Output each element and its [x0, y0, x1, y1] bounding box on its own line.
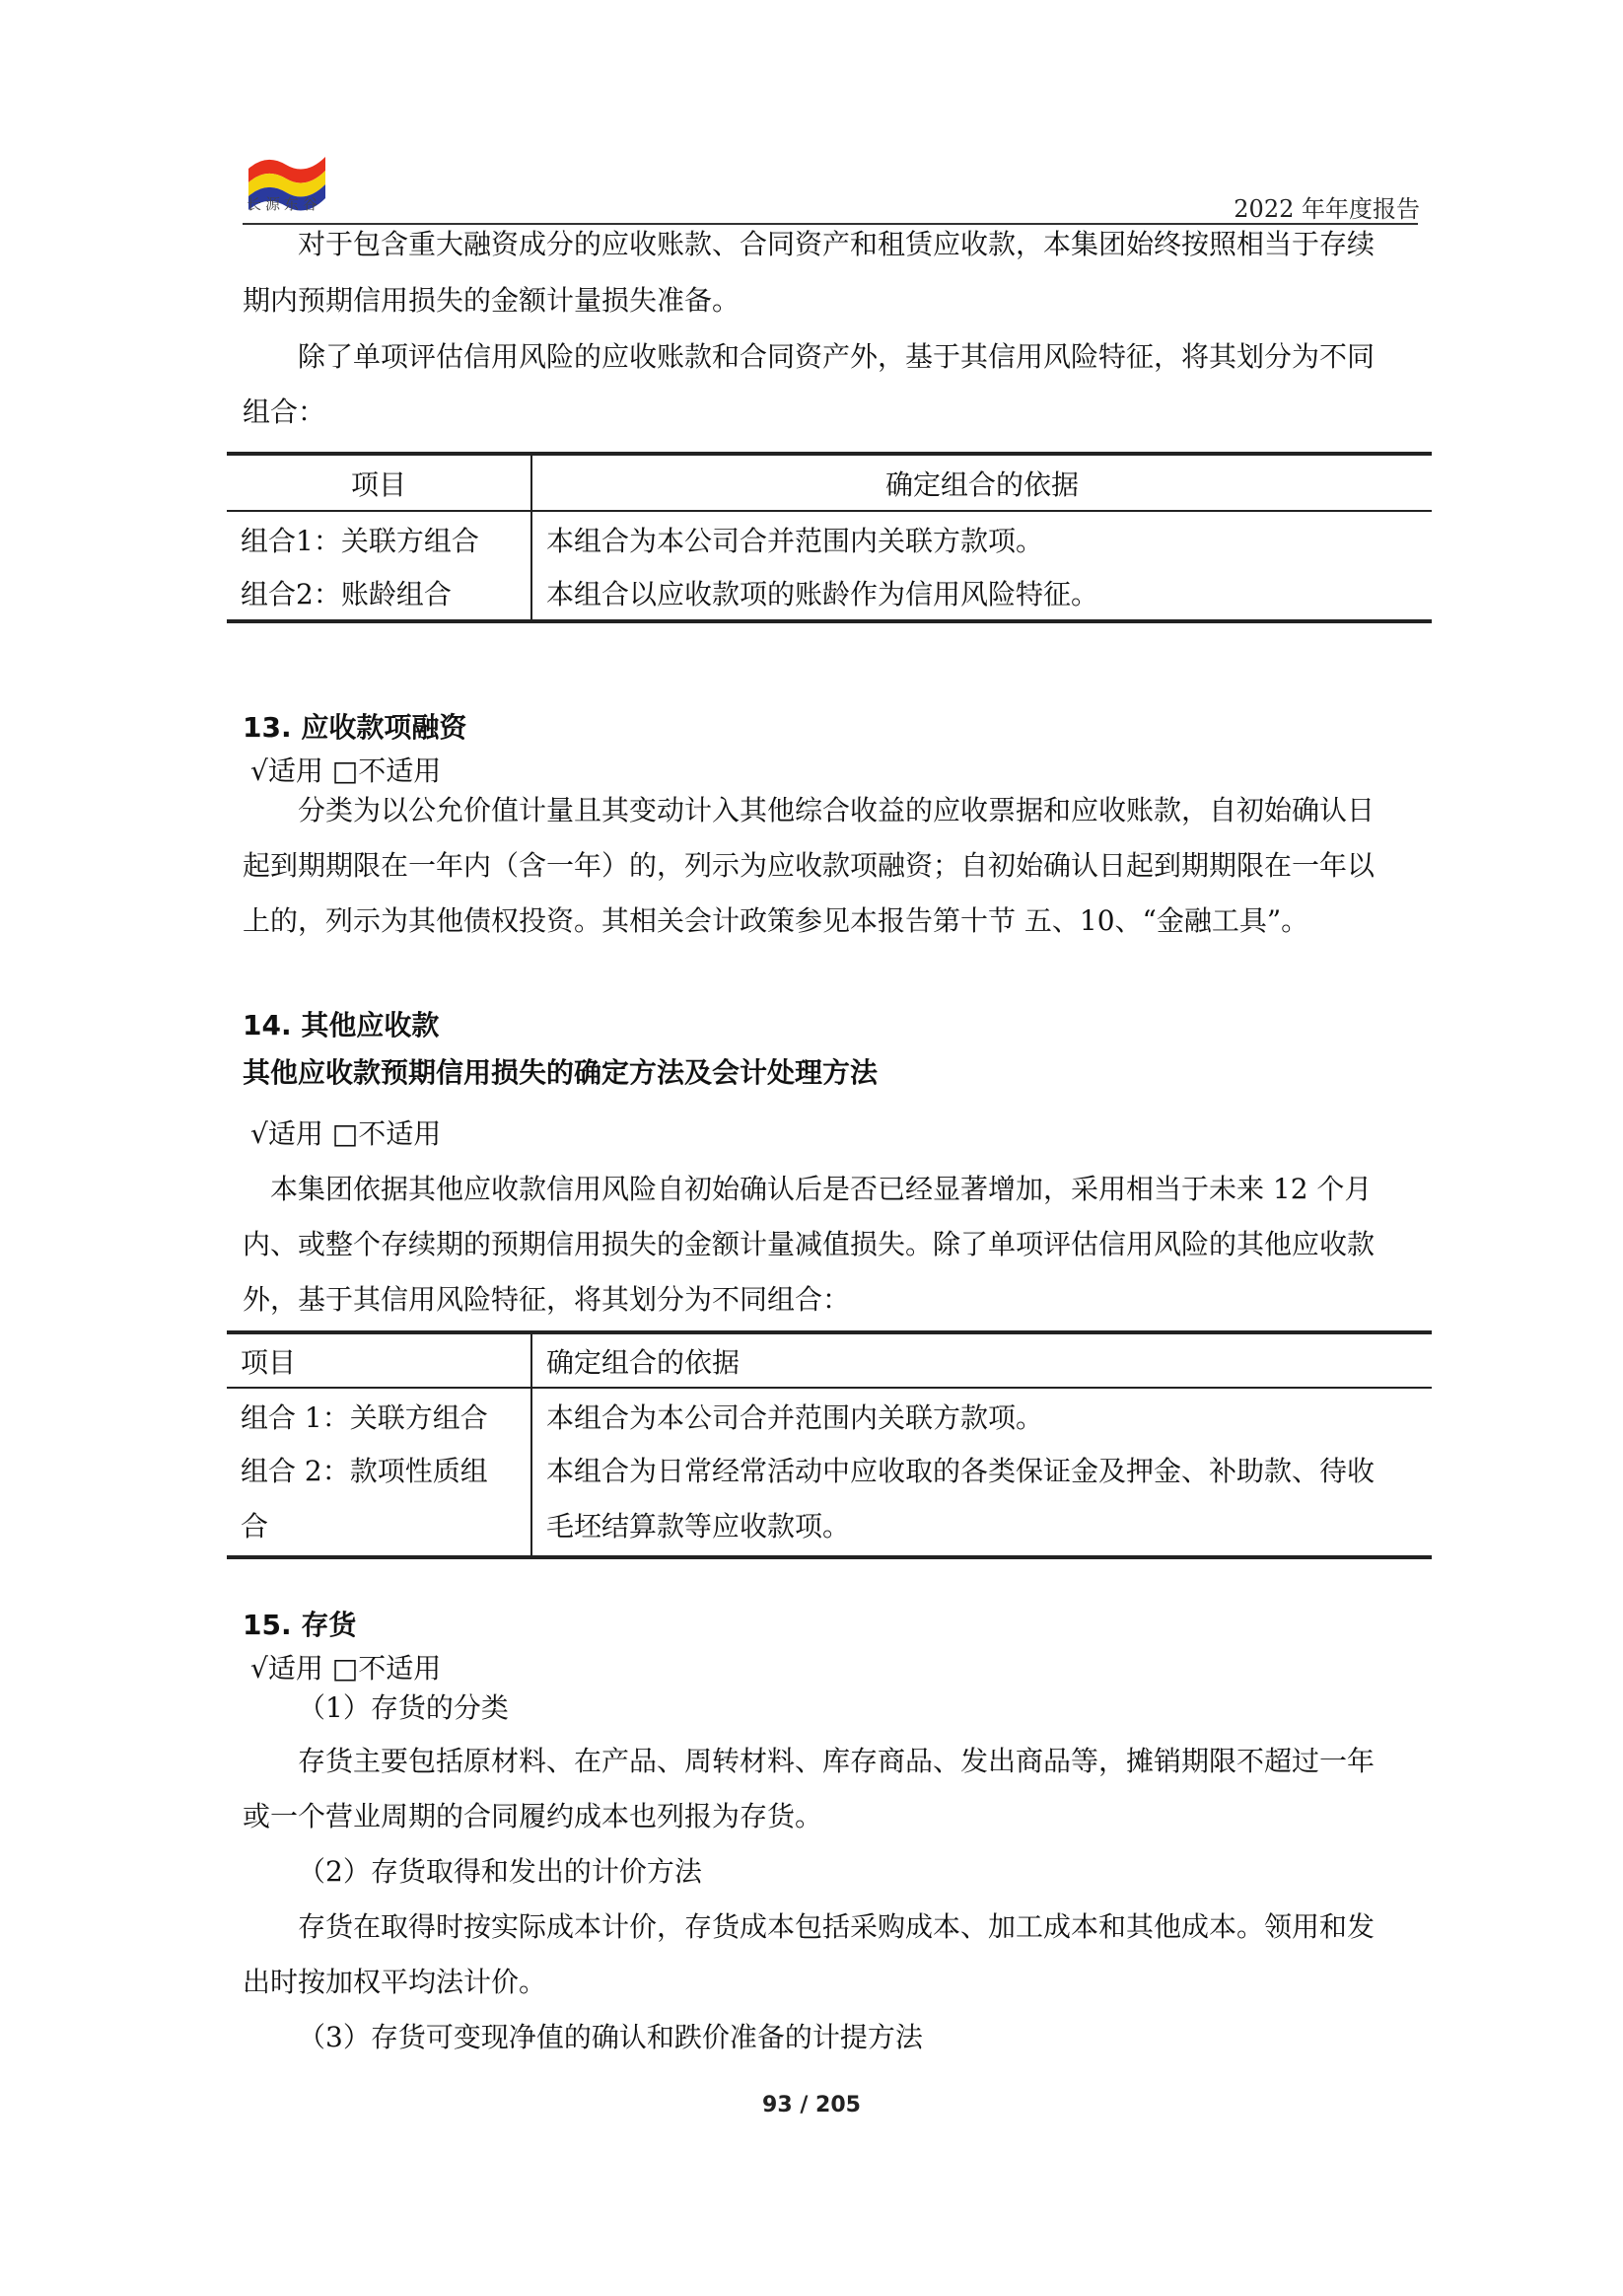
table-header: 项目 — [227, 454, 531, 511]
section-heading: 15. 存货 — [243, 1609, 357, 1641]
section-subheading: 其他应收款预期信用损失的确定方法及会计处理方法 — [243, 1056, 879, 1089]
table-header: 确定组合的依据 — [531, 1332, 1432, 1388]
paragraph-line: 外，基于其信用风险特征，将其划分为不同组合： — [243, 1283, 851, 1316]
table-cell: 本组合为本公司合并范围内关联方款项。 — [546, 1400, 1044, 1434]
applicable-checkbox-line: √适用 □不适用 — [250, 1652, 442, 1685]
report-title: 2022 年年度报告 — [1234, 195, 1420, 223]
table-cell — [227, 1443, 531, 1557]
cell-line: 本组合为日常经常活动中应收取的各类保证金及押金、补助款、待收 — [546, 1455, 1376, 1487]
paragraph-line: 或一个营业周期的合同履约成本也列报为存货。 — [243, 1800, 823, 1832]
paragraph-line: 分类为以公允价值计量且其变动计入其他综合收益的应收票据和应收账款，自初始确认日 — [298, 794, 1376, 826]
section-heading: 14. 其他应收款 — [243, 1009, 440, 1041]
table-header: 确定组合的依据 — [531, 454, 1432, 511]
subsection-heading: （3）存货可变现净值的确认和跌价准备的计提方法 — [298, 2021, 923, 2053]
table-row — [227, 1388, 1432, 1443]
portfolio-table-other-receivables — [227, 1330, 1432, 1559]
subsection-heading: （1）存货的分类 — [298, 1691, 509, 1724]
table-row — [227, 566, 1432, 621]
portfolio-table-receivables — [227, 452, 1432, 623]
paragraph-line: 期内预期信用损失的金额计量损失准备。 — [243, 284, 741, 317]
paragraph-line: 起到期期限在一年内（含一年）的，列示为应收款项融资；自初始确认日起到期期限在一年以 — [243, 849, 1376, 882]
paragraph-line: 出时按加权平均法计价。 — [243, 1966, 547, 1998]
subsection-heading: （2）存货取得和发出的计价方法 — [298, 1855, 702, 1888]
paragraph-line: 存货主要包括原材料、在产品、周转材料、库存商品、发出商品等，摊销期限不超过一年 — [298, 1745, 1376, 1777]
table-cell: 组合2：账龄组合 — [227, 566, 531, 621]
paragraph-line: 内、或整个存续期的预期信用损失的金额计量减值损失。除了单项评估信用风险的其他应收款 — [243, 1228, 1376, 1260]
table-row — [227, 1443, 1432, 1557]
page-number: 93 / 205 — [762, 2093, 861, 2117]
table-header: 项目 — [227, 1332, 531, 1388]
table-cell: 本组合为本公司合并范围内关联方款项。 — [546, 524, 1044, 557]
table-cell — [531, 1443, 1432, 1557]
table-row — [227, 511, 1432, 566]
applicable-checkbox-line: √适用 □不适用 — [250, 754, 442, 787]
paragraph-line: 除了单项评估信用风险的应收账款和合同资产外，基于其信用风险特征，将其划分为不同 — [298, 340, 1376, 373]
applicable-checkbox-line: √适用 □不适用 — [250, 1117, 442, 1150]
cell-line: 毛坯结算款等应收款项。 — [546, 1510, 851, 1543]
table-cell: 组合 1：关联方组合 — [227, 1388, 531, 1443]
paragraph-line: 本集团依据其他应收款信用风险自初始确认后是否已经显著增加，采用相当于未来 12 个月 — [270, 1173, 1373, 1205]
section-heading: 13. 应收款项融资 — [243, 711, 467, 744]
paragraph-line: 对于包含重大融资成分的应收账款、合同资产和租赁应收款，本集团始终按照相当于存续 — [298, 228, 1376, 260]
table-cell: 组合1：关联方组合 — [227, 511, 531, 566]
paragraph-line: 组合： — [243, 395, 326, 428]
logo-text: 长源东谷 — [247, 195, 322, 213]
cell-line: 合 — [241, 1510, 269, 1543]
paragraph-line: 上的，列示为其他债权投资。其相关会计政策参见本报告第十节 五、10、“金融工具”。 — [243, 904, 1309, 937]
table-cell: 本组合以应收款项的账龄作为信用风险特征。 — [546, 578, 1099, 610]
cell-line: 组合 2：款项性质组 — [241, 1455, 488, 1487]
paragraph-line: 存货在取得时按实际成本计价，存货成本包括采购成本、加工成本和其他成本。领用和发 — [298, 1910, 1376, 1943]
